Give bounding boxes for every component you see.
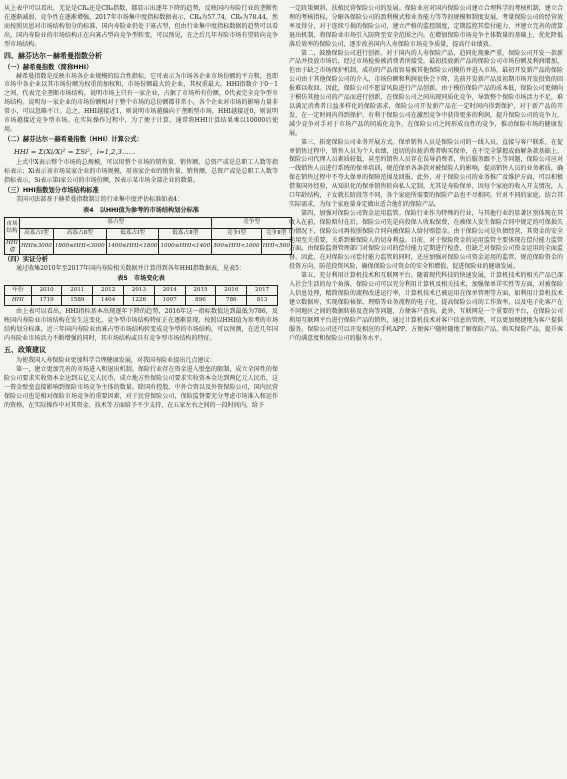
table5-value: 1589 bbox=[62, 296, 93, 306]
table4-cell: 1800≤HHI<3000 bbox=[53, 239, 106, 254]
policy-first: 第一，建立更加完善的市场进入和退出机制。保险行业存在资金进入壁垒的限制，成立全国性的保险公司要求实收资本金达到五亿元人民币，成立地方性保险公司要求实收资本金达到两亿元人民币，这一资金壁垒直接影响到保险市场竞争主体的数量。除国有控股、中外合资以及外资保险公司，国内民营保险公司也是相对保险市场竞争的重要因素，对于民营保险公司，保险监督要充分考虑市场准入和运作的资格，在实际操作中对其资金、技术等方面给予不少支持，在五家左右之间的一段时间内，给予 bbox=[4, 365, 278, 409]
policy-fourth: 第四，加强对保险公司资金运用监管。保险行业作为特殊的行业，与其他行业的显著区别体现在其收入在前，保险赔付在后，保险公司先是向投保人收取保费，在被保人发生保险合同中规定的可保损失的情况下，保险公司再按照保险合同向被保险人给付赔偿金。由于保险公司是负债经营，其资金的安全运用至关重要，关系到被保险人的切身利益。目前，对于保险资金的运用监管主要体现在偿付能力监管方面，由保险监督管理部门对保险公司的偿付能力定期进行检查，但缺乏对保险公司资金运用的全面监督。因此，在对保险公司偿付能力监管的同时，还应加强对保险公司资金运用的监管，规范保险资金的投资方向，防范投资风险，确保保险公司资金的安全和增值，促进保险业的健康发展。 bbox=[289, 209, 563, 271]
section-5-heading: 五、政策建议 bbox=[4, 346, 46, 355]
table4-type-header: 市场结构 bbox=[5, 217, 20, 239]
policy-intro: 为使我国人寿保险业更加科学合理健康发展，对我国寿险业提出几点建议： bbox=[16, 357, 216, 365]
table5-value: 1719 bbox=[31, 296, 62, 306]
table5-value: 896 bbox=[185, 296, 216, 306]
empirical-paragraph: 通过收集2010年至2017年国内寿险相关数据并计算得到各年HHI指数据表，见表5： bbox=[16, 264, 245, 272]
table4-caption: 表4 以HHI值为参考的市场结构划分标准 bbox=[83, 206, 199, 214]
table4 bbox=[4, 217, 292, 255]
table4-cell: 1400≤HHI<1800 bbox=[106, 239, 159, 254]
right-column bbox=[289, 5, 563, 775]
intro-paragraph: 从上表中可以看出，无论是CR₄还是CR₈指数，都显示出逐年下降的趋势，反映国内寿险行业的垄断性在逐渐减弱，竞争性在逐渐增强。2017年市场集中度指标数据表示，CR₄为57.74，CR₈为78.44，然而按照贝恩对市场结构划分的标准，国内寿险业仍处于寡占型，但由行业集中度指标数据的趋势可以看出，国内寿险业的市场结构正在向寡占型向竞争型转变，可以预见，在之后几年寿险市场有望转向竞争型市场结构。 bbox=[4, 5, 278, 48]
table5-value: 786 bbox=[216, 296, 247, 306]
section-4-heading: 四、赫芬达尔－赫希曼指数分析 bbox=[4, 51, 102, 60]
table4-subheader: 低寡占Ⅰ型 bbox=[106, 228, 159, 239]
hhi-paragraph: 赫希曼指数是反映市场各企业规模的综合性指标，它可表示为市场各企业市场份额的平方和，也即市场中各企业以其市场份额为权重的加权和，市场份额最大的企业，其权重最大。HHI指数介于0－1之间，代表完全垄断市场结构，说明市场上只有一家企业，占据了市场所有份额，0代表完全竞争型市场结构。说明每一家企业的市场份额相对于整个市场的总份额都非常小，各个企业对市场的影响力量非常小，可以忽略不计。总之，HHI越接近1，则说明市场越偏向于垄断型市场，HHI越接近0，则说明市场越接近竞争型市场。在实际操作过程中，为了便于计算，通常将HHI计算结果乘以10000后使用。 bbox=[4, 72, 278, 133]
left-column bbox=[4, 5, 290, 775]
table4-oligopoly-header: 寡占型 bbox=[19, 217, 211, 228]
table5-year: 2015 bbox=[185, 286, 216, 296]
table4-subheader: 竞争Ⅱ型 bbox=[261, 228, 291, 239]
policy-first-continued: 一定政策倾斜，扶植民营保险公司的发展。保险业应对国内保险公司建立合理科学的考核机制，建立合理的考核指标，分解各保险公司的盈利模式和业务能力等等的规模和制度发展，考量保险公司的经营效率及得分，对于连续亏损的保险公司，建立严格的监控制度，定期监控其偿付能力，并建立完善的清算退出机制，将保险业市场引入防降至安全范围之内。在增加保险市场竞争主体数量的基础上，优化降低落后效率的保险公司，逐步改善国内人寿保险市场竞争质量，提高行业绩效。 bbox=[289, 5, 563, 48]
table5-value: 1007 bbox=[154, 296, 185, 306]
table5-year: 2013 bbox=[124, 286, 155, 296]
table5-hhi-header: HHI bbox=[5, 296, 32, 306]
table4-cell: 500≤HHI<1000 bbox=[212, 239, 261, 254]
table4-row-label: HHI值 bbox=[6, 239, 18, 253]
table4-cell: 1000≤HHI<1400 bbox=[159, 239, 212, 254]
after-table-paragraph: 由上表可以看出，HHI指标基本出现逐年下降的趋势，2016年这一指标数值达到最低为786，反映国内寿险业市场结构在发生这变化，竞争型市场结构特征正在逐渐显现，按照以HHI值为参考的市场结构划分标准，近三年国内寿险业由寡占型市场结构转变成竞争型的市场结构，可以预测，在近几年国内寿险业市场活力不断增强的同时，其市场结构或具有竞争型市场结构的特征。 bbox=[4, 308, 278, 343]
table4-competitive-header: 竞争型 bbox=[212, 217, 292, 228]
table4-cell: HHI≥3000 bbox=[19, 239, 53, 254]
hhi-formula: HHI = Σ(Xi/X)² = ΣSi²，i=1,2,3…… bbox=[14, 147, 136, 156]
table4-subheader: 高寡占Ⅱ型 bbox=[53, 228, 106, 239]
subheading-hhi: （一）赫希曼指数（简称HHI） bbox=[4, 63, 93, 71]
policy-second: 第二，鼓励保险公司进行创新。对于国内的人寿保险产品，趋同化现象严重，保险公司开发一款新产品并投放市场后，经过市场检验被消费者所接受，最初投放新产品的保险公司市场份额及利润增加，但由于缺乏市场保护机制，成功的产品很容易被其他保险公司模仿并进入市场，最初开发新产品的保险公司由于其他保险公司的介入，市场份额和利润很快会下降，先前开发新产品及初期市场开发投资的回报难以收回。因此，保险公司不愿冒风险进行产品创新。由于模仿保险产品的成本低，保险公司更倾向于模仿其他公司的产品而进行创新，在保险公司之间出现同质化竞争，导致整个保险市场活力不足，难以满足消费者日益多样化的保险需求，保险公司开发新产品在一定时间内得到保护，对于新产品的开发，在一定时间内得到保护，有利于保险公司在激烈竞争中获得更多的利润，提升保险公司的竞争力，减少竞争对手对于市场产品的同质化竞争，在保险公司之间形成良性的竞争，推动保险市场的健康发展。 bbox=[289, 49, 563, 137]
table5-value: 1404 bbox=[93, 296, 124, 306]
table5-year: 2017 bbox=[247, 286, 278, 296]
table5-year: 2010 bbox=[31, 286, 62, 296]
table5-caption: 表5 市场变化表 bbox=[117, 275, 165, 283]
table-intro: 美国司法部基于赫希曼指数制订的行业集中度评估标准如表4： bbox=[16, 195, 184, 203]
policy-fifth: 第五，充分利用计算机技术和互联网平台。随着现代科技的快速发展，计算机技术的相关产品已深入社会生活的每个角落，保险公司可以充分利用计算机及相关技术，加强保单详实性等方面，对被保险人信息处理，精简保险的流程改进运行率，计算机技术已被运用在保单管理等方面，如利用计算机技术建立数据库，实现保险核保、理赔等业务流程的电子化，提高保险公司的工作效率，以及电子化客户在不同地区之间的数据转移及查询等问题，方便客户查询。此外，互联网是一个重要的平台，在保险公司利用互联网平台进行保险产品的销售，通过计算机技术对客户信息的管理，可以更加便捷地为客户提供服务。保险公司还可以开发相应的手机APP，方便客户随时随地了解保险产品、购买保险产品，提升客户的满意度和保险公司的服务水平。 bbox=[289, 272, 563, 342]
table5-value: 1226 bbox=[124, 296, 155, 306]
table5-year: 2011 bbox=[62, 286, 93, 296]
table4-cell: HHI<500 bbox=[261, 239, 291, 254]
table5-year: 2016 bbox=[216, 286, 247, 296]
table5-year: 2014 bbox=[154, 286, 185, 296]
table4-subheader: 低寡占Ⅱ型 bbox=[159, 228, 212, 239]
table5-year: 2012 bbox=[93, 286, 124, 296]
table5-value: 813 bbox=[247, 296, 278, 306]
table4-subheader: 竞争Ⅰ型 bbox=[212, 228, 261, 239]
policy-third: 第三，拓宽保险公司业务开展方式。保单销售人员是保险公司的一线人员，直接与客户联系，在促单销售过程中，销售人员为个人业绩，追切的拉拢消费者购买保单，在不完全掌握或曲解条款基础上，保险公司代理人员素质较低，甚至的销售人员存在误导消费者、售后服务跟不上等问题，保险公司应对一线销售人员进行系统的保单培训，规范保单各条款对被保险人的影响，提高销售人员的业务素质，确保在销售过程中不夸大保单的保障范围及回报。此外，对于保险公司的业务推广及维护方面，可以积极借鉴国外经验，从知识化的保单销售转向私人定制，尤其是寿险保单，因每个家庭的收入开支情况，人口年龄结构，子女就长阶段等不同，各个家庭所需要的保险产品也不尽相同。针对不同的家庭，结合其实际需求，为每个家庭量身定做出适合他们的保险产品。 bbox=[289, 138, 563, 208]
subheading-formula: （二）赫芬达尔－赫希曼指数（HHI）计算公式： bbox=[4, 135, 143, 143]
table4-subheader: 高寡占Ⅰ型 bbox=[19, 228, 53, 239]
subheading-empirical: （四）实证分析 bbox=[4, 255, 49, 263]
formula-explanation: 上式中X表示整个市场的总规模，可以用整个市场的销售量、销售额、总资产或是总职工人数等指标表示；Xi表示该市场某家企业的市场规模，用该家企业的销售量、销售额、总资产或是总职工人数等指标表示，Si表示第i家公司的市场份额，N表示某市场全部企业的数量。 bbox=[4, 158, 278, 184]
table5 bbox=[4, 285, 278, 306]
subheading-criteria: （三）HHI指数划分市场结构标准 bbox=[4, 186, 99, 194]
table5-year-header: 年份 bbox=[5, 286, 32, 296]
